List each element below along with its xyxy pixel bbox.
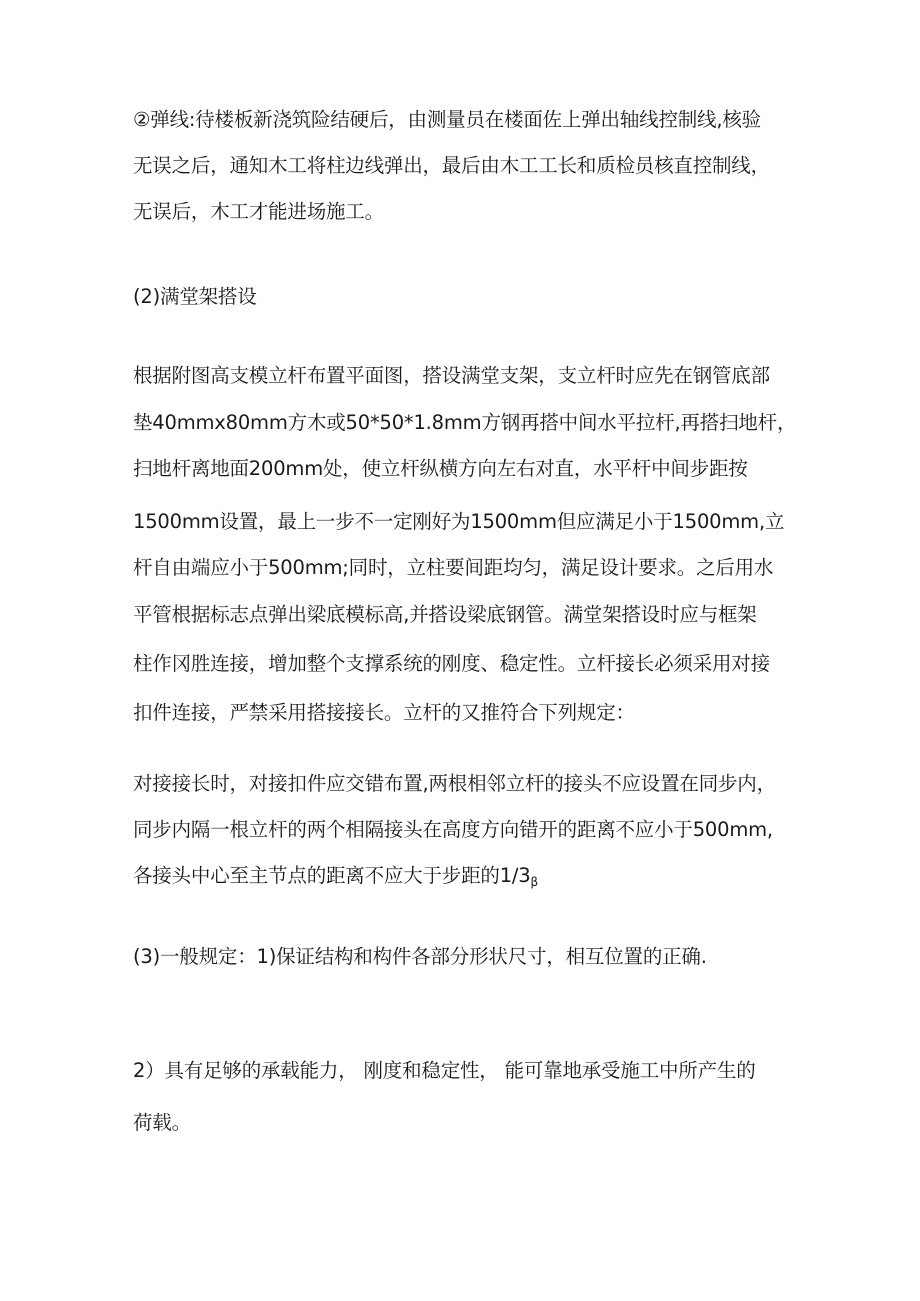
paragraph-line: 扫地杆离地面200mm处，使立杆纵横方向左右对直，水平杆中间步距按 [133,457,748,480]
paragraph-line: 杆自由端应小于500mm;同时，立柱要间距均匀，满足设计要求。之后用水 [133,556,774,579]
paragraph-text: 各接头中心至主节点的距离不应大于步距的1∕3 [133,864,531,887]
paragraph-line: 1500mm设置，最上一步不一定刚好为1500mm但应满足小于1500mm,立 [133,510,785,533]
paragraph-line: 垫40mmx80mm方木或50*50*1.8mm方钢再搭中间水平拉杆,再搭扫地杆， [133,411,797,434]
paragraph-line: ②弹线:待楼板新浇筑险结硬后，由测量员在楼面佐上弹出轴线控制线,核验 [133,108,761,131]
paragraph-line: 柱作冈胜连接，增加整个支撑系统的刚度、稳定性。立杆接长必须采用对接 [133,652,770,675]
paragraph-line: 同步内隔一根立杆的两个相隔接头在高度方向错开的距离不应小于500mm, [133,818,773,841]
paragraph-line: 扣件连接，严禁采用搭接接长。立杆的又推符合下列规定： [133,701,635,724]
paragraph-line: 荷载。 [133,1111,191,1134]
paragraph-line: 根据附图高支模立杆布置平面图，搭设满堂支架，支立杆时应先在钢管底部 [133,364,770,387]
paragraph-line: 对接接长时，对接扣件应交错布置,两根相邻立杆的接头不应设置在同步内， [133,772,776,795]
section-heading: (2)满堂架搭设 [133,285,257,308]
paragraph-line [133,862,813,896]
paragraph-line: 无误后，木工才能进场施工。 [133,200,384,223]
paragraph-line: 2）具有足够的承载能力， 刚度和稳定性， 能可靠地承受施工中所产生的 [133,1059,756,1082]
paragraph-line: 无误之后，通知木工将柱边线弹出，最后由木工工长和质检员核直控制线， [133,154,770,177]
subscript-mark: β [530,875,538,889]
paragraph-line: 平管根据标志点弹出梁底模标高,并搭设梁底钢管。满堂架搭设时应与框架 [133,603,757,626]
general-rules-line: (3)一般规定：1)保证结构和构件各部分形状尺寸，相互位置的正确. [133,945,707,968]
